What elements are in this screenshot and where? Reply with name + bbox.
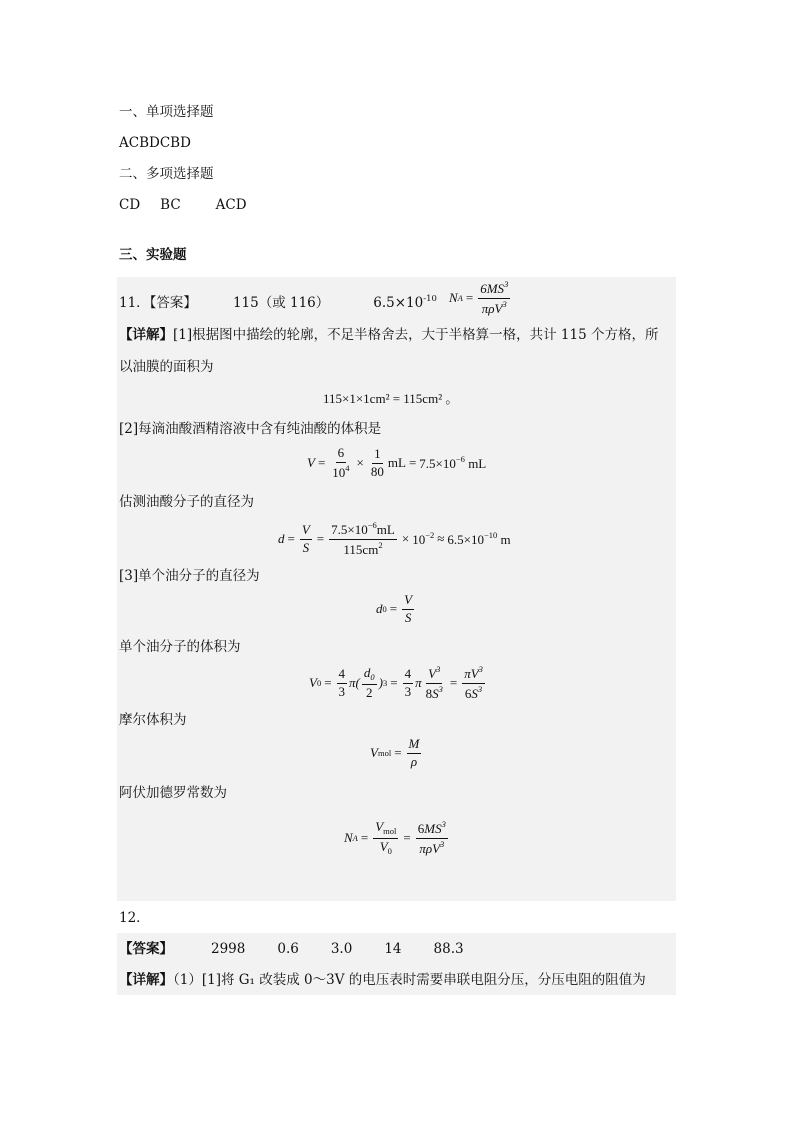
molar-volume-equation: V mol = $\frac{M}{\rho}$ <box>370 736 420 769</box>
q12-answer-1: 2998 <box>211 941 246 957</box>
multi-choice-answers <box>119 195 247 215</box>
single-choice-answers: ACBDCBD <box>119 135 191 151</box>
q11-step3b: 单个油分子的体积为 <box>119 639 241 655</box>
q12-answer-line <box>119 939 464 959</box>
q11-step2: [2]每滴油酸酒精溶液中含有纯油酸的体积是 <box>119 421 382 437</box>
q12-answer-2: 0.6 <box>277 941 299 957</box>
q11-answer-label: 11．【答案】 <box>119 295 197 311</box>
d0-equation: d 0 = $\frac{V}{S}$ <box>376 592 413 625</box>
section-title-single-choice: 一、单项选择题 <box>119 104 214 120</box>
q11-step3c: 摩尔体积为 <box>119 712 187 728</box>
area-equation: 115×1×1cm² = 115cm² 。 <box>323 391 459 406</box>
avogadro-equation: N A = $\frac{V_{mol}}{V_0}$ = $\frac{6MS^3}{\pi\rho V^3}$ <box>344 819 446 856</box>
diameter-equation: d = $\frac{V}{S}$ = $\frac{7.5\times 10^{-6}mL}{115cm^2}$ × $10^{-2}$ ≈ $6.5\times 10^{-10}$ m <box>278 520 511 557</box>
q12-number: 12． <box>119 910 150 926</box>
q12-answer-5: 88.3 <box>433 941 464 957</box>
multi-answer-2: BC <box>160 197 181 213</box>
multi-answer-1: CD <box>119 197 141 213</box>
q12-answer-4: 14 <box>384 941 402 957</box>
q11-answer-1: 115（或 116） <box>232 295 330 311</box>
q11-step2b: 估测油酸分子的直径为 <box>119 494 254 510</box>
q12-detail-line: 【详解】（1）[1]将 G₁ 改装成 0～3V 的电压表时需要串联电阻分压，分压电阻的阻值为 <box>119 972 646 988</box>
q11-step3d: 阿伏加德罗常数为 <box>119 785 227 801</box>
q11-detail-line1: 【详解】[1]根据图中描绘的轮廓，不足半格舍去，大于半格算一格，共计 115 个方格，所 <box>119 327 659 343</box>
volume-equation: V = $\frac{6}{10^4}$ × $\frac{1}{80}$ mL = $7.5\times 10^{-6}$ mL <box>307 445 487 480</box>
q11-answer-2: $6.5\times 10^{-10}$ <box>373 294 437 311</box>
v0-equation: V 0 = $\frac{4}{3}$ π( $\frac{d_0}{2}$ ) 3 = $\frac{4}{3}$ π $\frac{V^3}{8S^3}$ = $\frac{\pi V^3}{6S^3}$ <box>309 664 483 701</box>
section-title-experiment: 三、实验题 <box>119 247 187 263</box>
section-title-multi-choice: 二、多项选择题 <box>119 166 214 182</box>
q12-detail-label: 【详解】 <box>119 972 173 988</box>
q11-answer-3-formula: N A = $\frac{6MS^3}{\pi\rho V^3}$ <box>449 279 509 316</box>
q11-detail-line2: 以油膜的面积为 <box>119 359 214 375</box>
q11-detail-label: 【详解】 <box>119 327 173 343</box>
q12-answer-label: 【答案】 <box>119 941 173 957</box>
q12-answer-3: 3.0 <box>330 941 353 957</box>
multi-answer-3: ACD <box>215 197 247 213</box>
q11-step3: [3]单个油分子的直径为 <box>119 568 260 584</box>
q11-answer-line <box>119 289 437 313</box>
